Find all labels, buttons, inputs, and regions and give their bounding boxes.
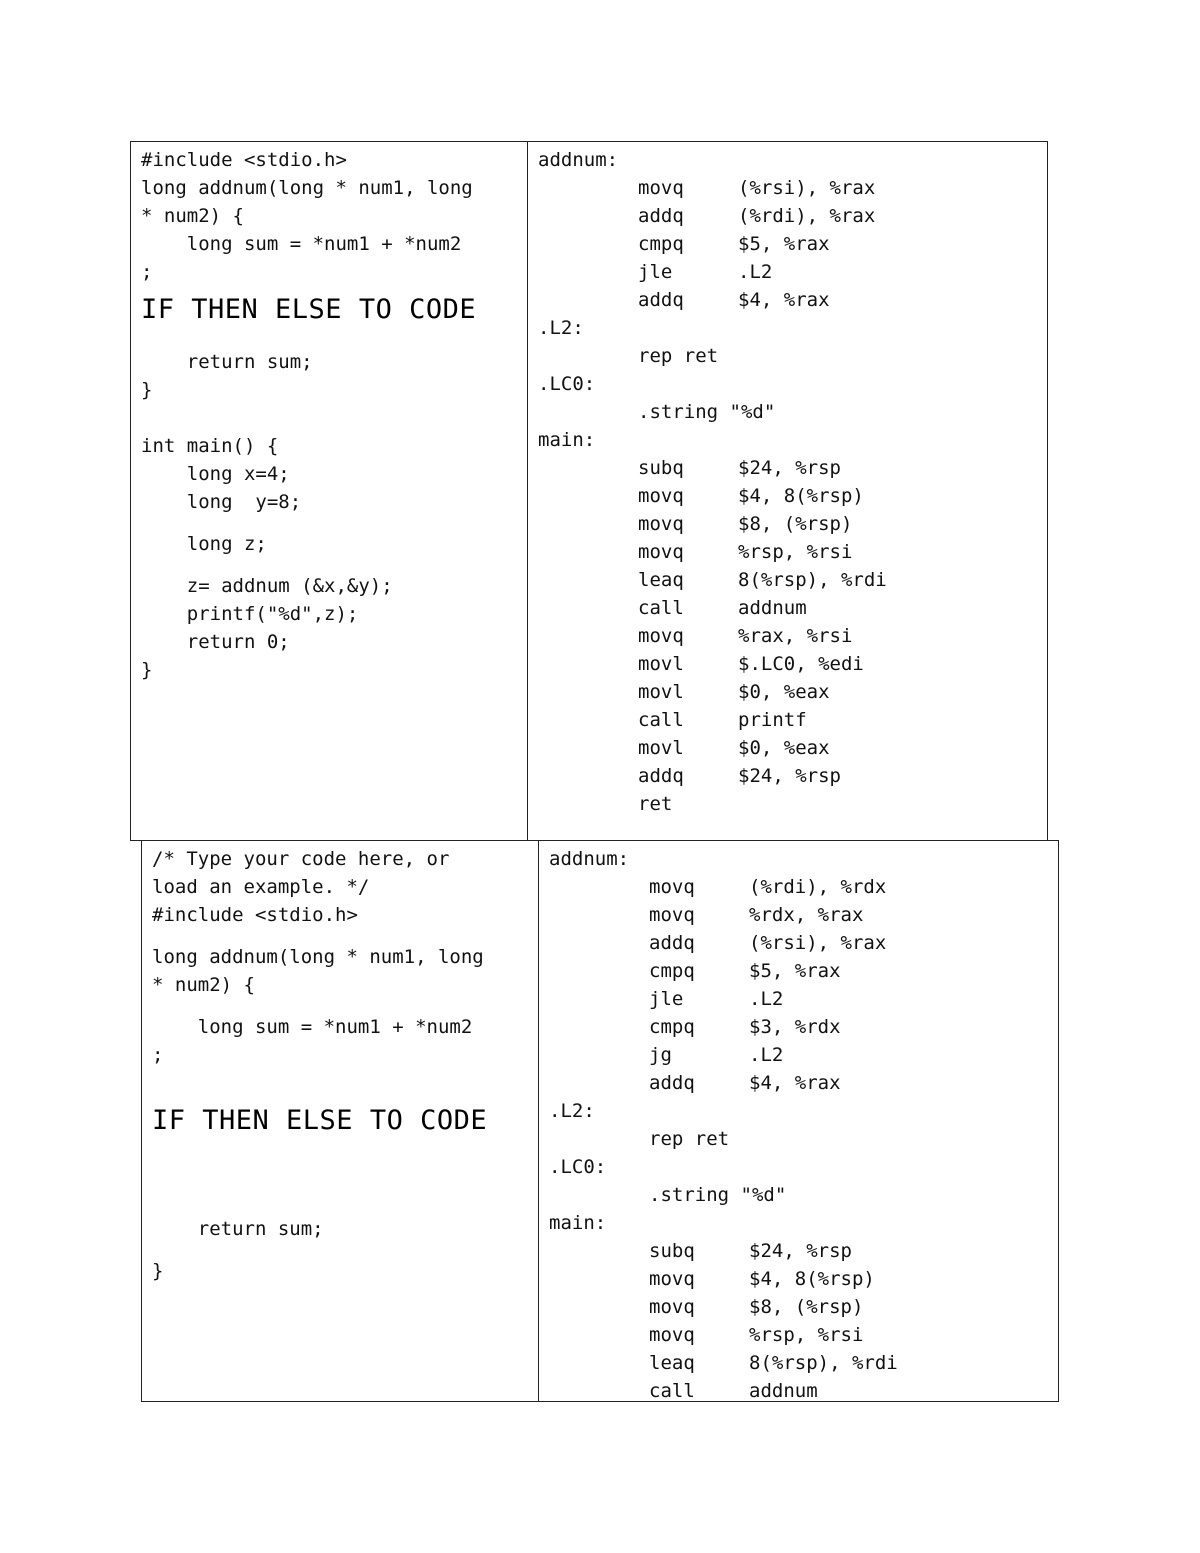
asm-label: .L2: [538,317,584,339]
asm-indent [549,1181,649,1209]
asm-opcode: addq [638,205,684,227]
asm-operands: $4, %rax [738,289,830,311]
blank-line [152,1173,530,1187]
asm-operands: $8, (%rsp) [749,1296,864,1318]
code-line: long addnum(long * num1, long [152,946,484,968]
asm-operands: addnum [749,1380,818,1401]
asm-line [549,1293,1050,1321]
code-line: * num2) { [141,205,244,227]
asm-indent [538,566,638,594]
asm-indent [538,594,638,622]
asm-indent [549,1237,649,1265]
asm-indent [538,454,638,482]
assembly-cell [528,142,1047,840]
asm-line [538,762,1039,790]
asm-line [549,1013,1050,1041]
c-source-cell [131,142,528,840]
asm-opcode: movq [638,513,684,535]
asm-opcode: movq [638,625,684,647]
asm-line [549,1349,1050,1377]
asm-indent [549,1349,649,1377]
code-line: z= addnum (&x,&y); [141,575,393,597]
code-line: load an example. */ [152,876,370,898]
asm-operands: $24, %rsp [738,457,841,479]
asm-indent [538,230,638,258]
asm-line [538,594,1039,622]
code-line: ; [152,1044,164,1066]
asm-line [538,706,1039,734]
asm-operands: $0, %eax [738,737,830,759]
asm-indent [549,1041,649,1069]
asm-line [549,845,1050,873]
code-line: * num2) { [152,974,255,996]
asm-line [538,566,1039,594]
asm-indent [538,734,638,762]
asm-opcode: subq [649,1240,695,1262]
asm-line [538,398,1039,426]
asm-operands: (%rsi), %rax [738,177,876,199]
code-comparison-block-1 [130,141,1048,841]
asm-label: addnum: [538,149,619,171]
asm-indent [549,1377,649,1401]
asm-opcode: ret [638,793,673,815]
blank-line [152,1083,530,1097]
asm-indent [538,762,638,790]
asm-indent [549,1265,649,1293]
asm-opcode: jg [649,1044,672,1066]
asm-operands: $.LC0, %edi [738,653,864,675]
blank-line [152,1069,530,1083]
asm-indent [538,622,638,650]
asm-indent [538,510,638,538]
asm-operands: $5, %rax [738,233,830,255]
asm-indent [538,174,638,202]
asm-line [538,790,1039,818]
asm-label: .LC0: [538,373,596,395]
code-line: #include <stdio.h> [141,149,347,171]
asm-line [549,1069,1050,1097]
asm-indent [538,286,638,314]
asm-indent [549,957,649,985]
code-line: /* Type your code here, or [152,848,450,870]
code-line: long sum = *num1 + *num2 [141,233,462,255]
asm-label: addnum: [549,848,630,870]
asm-line [549,901,1050,929]
asm-opcode: movq [649,876,695,898]
code-line: long sum = *num1 + *num2 [152,1016,473,1038]
asm-line [538,622,1039,650]
asm-opcode: movq [649,1324,695,1346]
asm-opcode: addq [638,765,684,787]
asm-indent [549,1013,649,1041]
asm-operands: 8(%rsp), %rdi [738,569,887,591]
blank-line [152,1187,530,1201]
asm-opcode: cmpq [649,960,695,982]
asm-indent [538,678,638,706]
asm-operands: $0, %eax [738,681,830,703]
asm-operands: $4, 8(%rsp) [738,485,864,507]
asm-line [538,510,1039,538]
asm-operands: printf [738,709,807,731]
asm-opcode: leaq [649,1352,695,1374]
code-line: return sum; [152,1218,324,1240]
asm-opcode: movq [638,541,684,563]
code-line: int main() { [141,435,279,457]
asm-line [549,1209,1050,1237]
asm-indent [549,929,649,957]
asm-line [549,1041,1050,1069]
asm-opcode: movq [638,177,684,199]
asm-indent [538,790,638,818]
asm-operands: .L2 [738,261,773,283]
asm-operands: $24, %rsp [738,765,841,787]
asm-operands: (%rdi), %rax [738,205,876,227]
asm-line [538,482,1039,510]
asm-line [538,146,1039,174]
asm-line [538,202,1039,230]
section-heading: IF THEN ELSE TO CODE [141,294,477,325]
section-heading: IF THEN ELSE TO CODE [152,1105,488,1136]
asm-operands: $8, (%rsp) [738,513,853,535]
asm-indent [538,650,638,678]
asm-opcode: addq [649,1072,695,1094]
blank-line [152,999,530,1013]
blank-line [141,404,519,418]
asm-opcode: jle [649,988,684,1010]
asm-label: main: [549,1212,607,1234]
c-source-cell [142,841,539,1401]
asm-opcode: movq [649,904,695,926]
asm-line [538,258,1039,286]
asm-line [549,1265,1050,1293]
blank-line [141,418,519,432]
asm-line [549,1125,1050,1153]
asm-line [549,1153,1050,1181]
asm-line [549,957,1050,985]
asm-opcode: call [638,597,684,619]
asm-indent [538,398,638,426]
asm-operands: $3, %rdx [749,1016,841,1038]
asm-operands: 8(%rsp), %rdi [749,1352,898,1374]
asm-line [538,174,1039,202]
asm-opcode: movq [649,1268,695,1290]
asm-opcode: movl [638,737,684,759]
asm-line [538,314,1039,342]
asm-indent [549,873,649,901]
asm-opcode: .string "%d" [638,401,776,423]
asm-opcode: .string "%d" [649,1184,787,1206]
code-line: } [141,659,153,681]
asm-label: main: [538,429,596,451]
asm-label: .L2: [549,1100,595,1122]
asm-indent [549,985,649,1013]
asm-operands: $24, %rsp [749,1240,852,1262]
code-line: } [152,1260,164,1282]
asm-indent [549,1293,649,1321]
asm-line [538,230,1039,258]
asm-opcode: addq [638,289,684,311]
code-line: ; [141,261,153,283]
asm-indent [549,1069,649,1097]
asm-line [549,1181,1050,1209]
code-line: long x=4; [141,463,290,485]
asm-line [549,1321,1050,1349]
asm-opcode: subq [638,457,684,479]
asm-operands: addnum [738,597,807,619]
asm-opcode: addq [649,932,695,954]
blank-line [141,558,519,572]
asm-line [549,985,1050,1013]
asm-label: .LC0: [549,1156,607,1178]
asm-indent [549,901,649,929]
asm-line [538,370,1039,398]
code-line: long addnum(long * num1, long [141,177,473,199]
asm-opcode: call [638,709,684,731]
asm-indent [538,706,638,734]
asm-operands: %rdx, %rax [749,904,864,926]
asm-indent [538,202,638,230]
asm-opcode: cmpq [649,1016,695,1038]
asm-operands: %rax, %rsi [738,625,853,647]
asm-opcode: movq [649,1296,695,1318]
code-line: printf("%d",z); [141,603,359,625]
blank-line [152,1243,530,1257]
asm-line [549,1097,1050,1125]
asm-line [549,1237,1050,1265]
asm-line [538,286,1039,314]
blank-line [152,1201,530,1215]
asm-indent [538,482,638,510]
asm-opcode: jle [638,261,673,283]
code-line: } [141,379,153,401]
code-line: return 0; [141,631,290,653]
asm-opcode: call [649,1380,695,1401]
asm-line [549,929,1050,957]
assembly-cell [539,841,1058,1401]
asm-line [549,1377,1050,1401]
asm-line [538,538,1039,566]
asm-opcode: movl [638,681,684,703]
asm-line [538,650,1039,678]
blank-line [152,1159,530,1173]
code-line: long z; [141,533,267,555]
asm-indent [549,1321,649,1349]
asm-opcode: movq [638,485,684,507]
asm-line [538,342,1039,370]
asm-opcode: rep ret [649,1128,730,1150]
asm-indent [549,1125,649,1153]
asm-operands: $4, 8(%rsp) [749,1268,875,1290]
code-line: long y=8; [141,491,302,513]
asm-indent [538,342,638,370]
asm-operands: $5, %rax [749,960,841,982]
asm-opcode: leaq [638,569,684,591]
code-line: return sum; [141,351,313,373]
blank-line [152,929,530,943]
asm-line [538,454,1039,482]
asm-operands: .L2 [749,1044,784,1066]
asm-opcode: cmpq [638,233,684,255]
asm-line [538,678,1039,706]
blank-line [141,334,519,348]
asm-operands: %rsp, %rsi [738,541,853,563]
asm-line [549,873,1050,901]
asm-line [538,734,1039,762]
code-line: #include <stdio.h> [152,904,358,926]
asm-operands: (%rsi), %rax [749,932,887,954]
blank-line [141,516,519,530]
asm-operands: $4, %rax [749,1072,841,1094]
code-comparison-block-2 [141,840,1059,1402]
asm-opcode: rep ret [638,345,719,367]
asm-operands: .L2 [749,988,784,1010]
asm-indent [538,538,638,566]
asm-line [538,426,1039,454]
asm-opcode: movl [638,653,684,675]
asm-operands: (%rdi), %rdx [749,876,887,898]
asm-indent [538,258,638,286]
blank-line [152,1145,530,1159]
asm-operands: %rsp, %rsi [749,1324,864,1346]
